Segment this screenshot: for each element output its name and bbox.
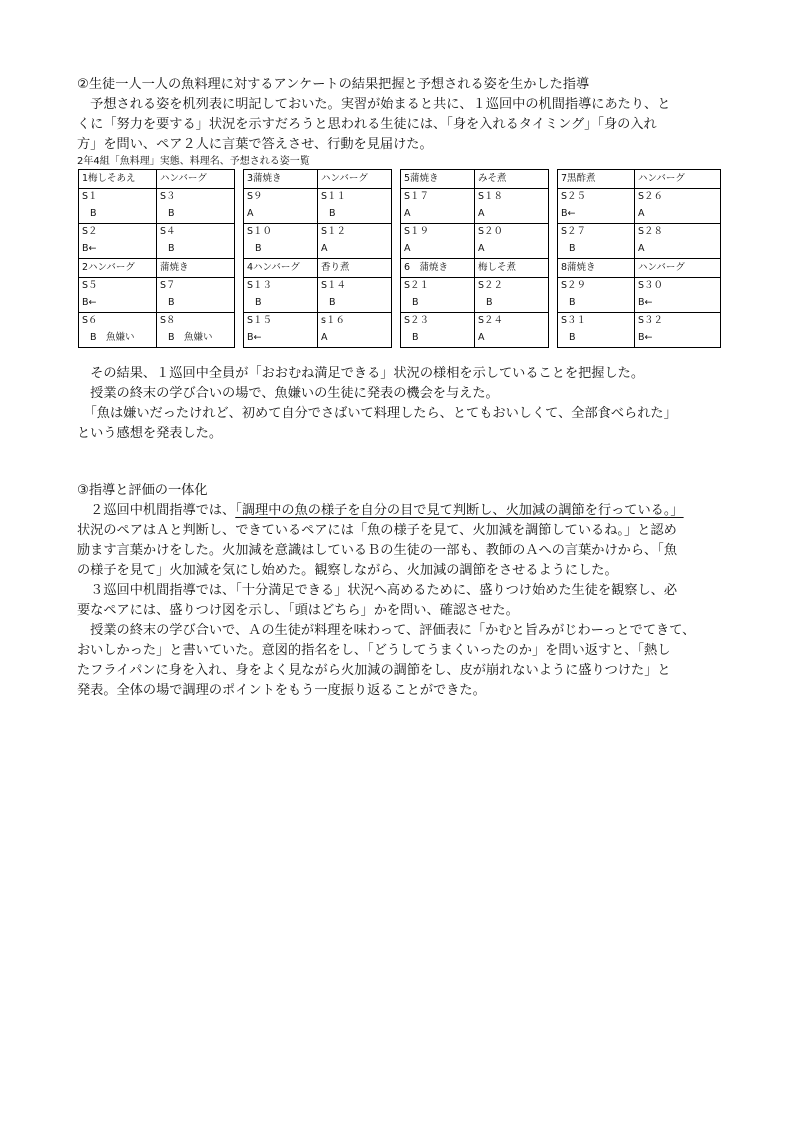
table-aisle <box>392 170 401 189</box>
section3-line: ３巡回中机間指導では、「十分満足できる」状況へ高めるために、盛りつけ始めた生徒を観察し、必 <box>77 583 678 598</box>
student-id: S２２ <box>478 280 504 291</box>
student-id: S２ <box>82 226 98 237</box>
section3-line: 発表。全体の場で調理のポイントをもう一度振り返ることができた。 <box>77 683 486 698</box>
expected-evaluation: B← <box>82 297 97 308</box>
table-group-header-row <box>79 259 721 278</box>
student-id: S１５ <box>247 315 273 326</box>
expected-evaluation: B← <box>247 332 262 343</box>
table-cell <box>244 189 318 224</box>
section2-heading: ②生徒一人一人の魚料理に対するアンケートの結果把握と予想される姿を生かした指導 <box>77 77 590 92</box>
table-cell <box>558 313 635 348</box>
table-group-label: みそ煮 <box>475 170 549 189</box>
student-id: S３１ <box>561 315 587 326</box>
expected-evaluation: B← <box>638 297 653 308</box>
table-group-label: 蒲焼き <box>157 259 235 278</box>
table-cell <box>475 278 549 313</box>
table-caption: 2年4組「魚料理」実態、料理名、予想される姿一覧 <box>77 156 310 167</box>
expected-evaluation: B <box>569 297 576 308</box>
section2-para2-line: 授業の終末の学び合いの場で、魚嫌いの生徒に発表の機会を与えた。 <box>77 386 499 401</box>
student-id: S１９ <box>404 226 430 237</box>
section2-para2-line: 「魚は嫌いだったけれど、初めて自分でさばいて料理したら、とてもおいしくて、全部食べられた」 <box>77 406 677 421</box>
student-id: S１２ <box>321 226 347 237</box>
section3-heading: ③指導と評価の一体化 <box>77 483 208 498</box>
table-cell <box>318 278 392 313</box>
table-group-label: 香り煮 <box>318 259 392 278</box>
table-group-label: 8蒲焼き <box>558 259 635 278</box>
table-aisle <box>235 313 244 348</box>
table-cell <box>157 189 235 224</box>
table-cell <box>635 224 721 259</box>
expected-evaluation: B← <box>561 208 576 219</box>
table-group-label: 1梅しそあえ <box>79 170 157 189</box>
section3-line: おいしかった」と書いていた。意図的指名をし、「どうしてうまくいったのか」を問い返すと、「熱し <box>77 643 671 658</box>
expected-evaluation: B <box>329 297 336 308</box>
table-aisle <box>392 259 401 278</box>
table-aisle <box>235 189 244 224</box>
student-id: S２４ <box>478 315 504 326</box>
section3-line: の様子を見て」火加減を気にし始めた。観察しながら、火加減の調節をさせるようにした。 <box>77 563 618 578</box>
table-cell <box>244 313 318 348</box>
student-id: S５ <box>82 280 98 291</box>
table-aisle <box>392 313 401 348</box>
table-group-label: ハンバーグ <box>157 170 235 189</box>
table-group-label: ハンバーグ <box>635 259 721 278</box>
table-cell <box>475 313 549 348</box>
table-cell <box>157 278 235 313</box>
student-id: S２８ <box>638 226 664 237</box>
expected-evaluation: B <box>90 208 97 219</box>
table-cell <box>558 224 635 259</box>
expected-evaluation: A <box>404 243 411 254</box>
student-id: S３０ <box>638 280 664 291</box>
student-id: S２５ <box>561 191 587 202</box>
expected-evaluation: B <box>168 297 175 308</box>
table-cell <box>244 224 318 259</box>
table-group-label: ハンバーグ <box>318 170 392 189</box>
table-group-label: ハンバーグ <box>635 170 721 189</box>
section2-para1-line: くに「努力を要する」状況を示すだろうと思われる生徒には、「身を入れるタイミング」「身の入れ <box>77 117 657 132</box>
student-id: S２０ <box>478 226 504 237</box>
expected-evaluation: B <box>569 332 576 343</box>
table-row <box>79 224 721 259</box>
table-aisle <box>392 278 401 313</box>
student-id: S２３ <box>404 315 430 326</box>
table-cell <box>475 189 549 224</box>
expected-evaluation: A <box>478 332 485 343</box>
expected-evaluation: A <box>478 208 485 219</box>
student-id: S１０ <box>247 226 273 237</box>
table-cell <box>157 313 235 348</box>
student-id: S６ <box>82 315 98 326</box>
table-aisle <box>392 189 401 224</box>
table-cell <box>79 189 157 224</box>
expected-evaluation: A <box>638 243 645 254</box>
student-id: S２６ <box>638 191 664 202</box>
evaluation-criterion: 「調理中の魚の様子を自分の目で見て判断し、火加減の調節を行っている。」 <box>235 503 684 518</box>
table-group-label: 3蒲焼き <box>244 170 318 189</box>
table-aisle <box>549 259 558 278</box>
student-id: S２９ <box>561 280 587 291</box>
student-id: S７ <box>160 280 176 291</box>
section3-line <box>77 501 684 521</box>
section3-line: たフライパンに身を入れ、身をよく見ながら火加減の調節をし、皮が崩れないように盛りつけた」と <box>77 663 671 678</box>
table-cell <box>401 189 475 224</box>
expected-evaluation: B <box>168 208 175 219</box>
table-aisle <box>392 224 401 259</box>
table-aisle <box>549 224 558 259</box>
student-id: S４ <box>160 226 176 237</box>
table-cell <box>558 278 635 313</box>
expected-evaluation: B 魚嫌い <box>168 332 213 343</box>
table-cell <box>79 224 157 259</box>
table-cell <box>79 313 157 348</box>
expected-evaluation: B 魚嫌い <box>90 332 135 343</box>
student-id: S１４ <box>321 280 347 291</box>
table-cell <box>558 189 635 224</box>
expected-evaluation: B <box>412 332 419 343</box>
table-aisle <box>235 259 244 278</box>
section3-line-lead: ２巡回中机間指導では、 <box>77 503 236 518</box>
table-aisle <box>235 170 244 189</box>
section3-line: 励ます言葉かけをした。火加減を意識はしているＢの生徒の一部も、教師のＡへの言葉かけから、「魚 <box>77 543 678 558</box>
expected-evaluation: B <box>486 297 493 308</box>
section2-para2-line: その結果、１巡回中全員が「おおむね満足できる」状況の様相を示していることを把握した。 <box>77 366 645 381</box>
section3-line: 要なペアには、盛りつけ図を示し、「頭はどちら」かを問い、確認させた。 <box>77 603 519 618</box>
expected-evaluation: B <box>329 208 336 219</box>
table-cell <box>635 313 721 348</box>
expected-evaluation: B <box>255 243 262 254</box>
table-cell <box>318 313 392 348</box>
table-aisle <box>549 170 558 189</box>
expected-evaluation: A <box>404 208 411 219</box>
student-id: S２７ <box>561 226 587 237</box>
table-group-header-row <box>79 170 721 189</box>
table-cell <box>79 278 157 313</box>
section2-para1-line: 方」を問い、ペア２人に言葉で答えさせ、行動を見届けた。 <box>77 137 433 152</box>
table-cell <box>318 224 392 259</box>
section2-para1-line: 予想される姿を机列表に明記しておいた。実習が始まると共に、１巡回中の机間指導にあたり、と <box>77 97 671 112</box>
seating-table <box>78 169 721 348</box>
student-id: S１１ <box>321 191 347 202</box>
table-group-label: 4ハンバーグ <box>244 259 318 278</box>
table-cell <box>635 189 721 224</box>
student-id: S１３ <box>247 280 273 291</box>
expected-evaluation: A <box>247 208 254 219</box>
student-id: S１８ <box>478 191 504 202</box>
expected-evaluation: A <box>321 243 328 254</box>
table-aisle <box>549 189 558 224</box>
table-cell <box>475 224 549 259</box>
table-row <box>79 189 721 224</box>
table-group-label: 5蒲焼き <box>401 170 475 189</box>
expected-evaluation: A <box>321 332 328 343</box>
table-cell <box>157 224 235 259</box>
table-row <box>79 278 721 313</box>
section3-line: 授業の終末の学び合いで、Ａの生徒が料理を味わって、評価表に「かむと旨みがじわーっとでてきて、 <box>77 623 696 638</box>
expected-evaluation: A <box>478 243 485 254</box>
table-aisle <box>549 278 558 313</box>
expected-evaluation: B← <box>82 243 97 254</box>
expected-evaluation: A <box>638 208 645 219</box>
expected-evaluation: B <box>412 297 419 308</box>
table-cell <box>318 189 392 224</box>
table-cell <box>401 224 475 259</box>
student-id: S１７ <box>404 191 430 202</box>
table-group-label: 7黒酢煮 <box>558 170 635 189</box>
section2-para2-line: という感想を発表した。 <box>77 426 223 441</box>
table-cell <box>401 278 475 313</box>
table-group-label: 6 蒲焼き <box>401 259 475 278</box>
student-id: S３２ <box>638 315 664 326</box>
table-cell <box>635 278 721 313</box>
student-id: S１ <box>82 191 98 202</box>
expected-evaluation: B <box>168 243 175 254</box>
student-id: S８ <box>160 315 176 326</box>
expected-evaluation: B← <box>638 332 653 343</box>
table-cell <box>401 313 475 348</box>
table-group-label: 梅しそ煮 <box>475 259 549 278</box>
student-id: S３ <box>160 191 176 202</box>
table-cell <box>244 278 318 313</box>
student-id: s１６ <box>321 315 345 326</box>
table-aisle <box>549 313 558 348</box>
table-aisle <box>235 224 244 259</box>
student-id: S２１ <box>404 280 430 291</box>
expected-evaluation: B <box>569 243 576 254</box>
table-aisle <box>235 278 244 313</box>
section3-line: 状況のペアはＡと判断し、できているペアには「魚の様子を見て、火加減を調節しているね。」と認め <box>77 523 677 538</box>
table-group-label: 2ハンバーグ <box>79 259 157 278</box>
table-row <box>79 313 721 348</box>
expected-evaluation: B <box>255 297 262 308</box>
student-id: S９ <box>247 191 263 202</box>
